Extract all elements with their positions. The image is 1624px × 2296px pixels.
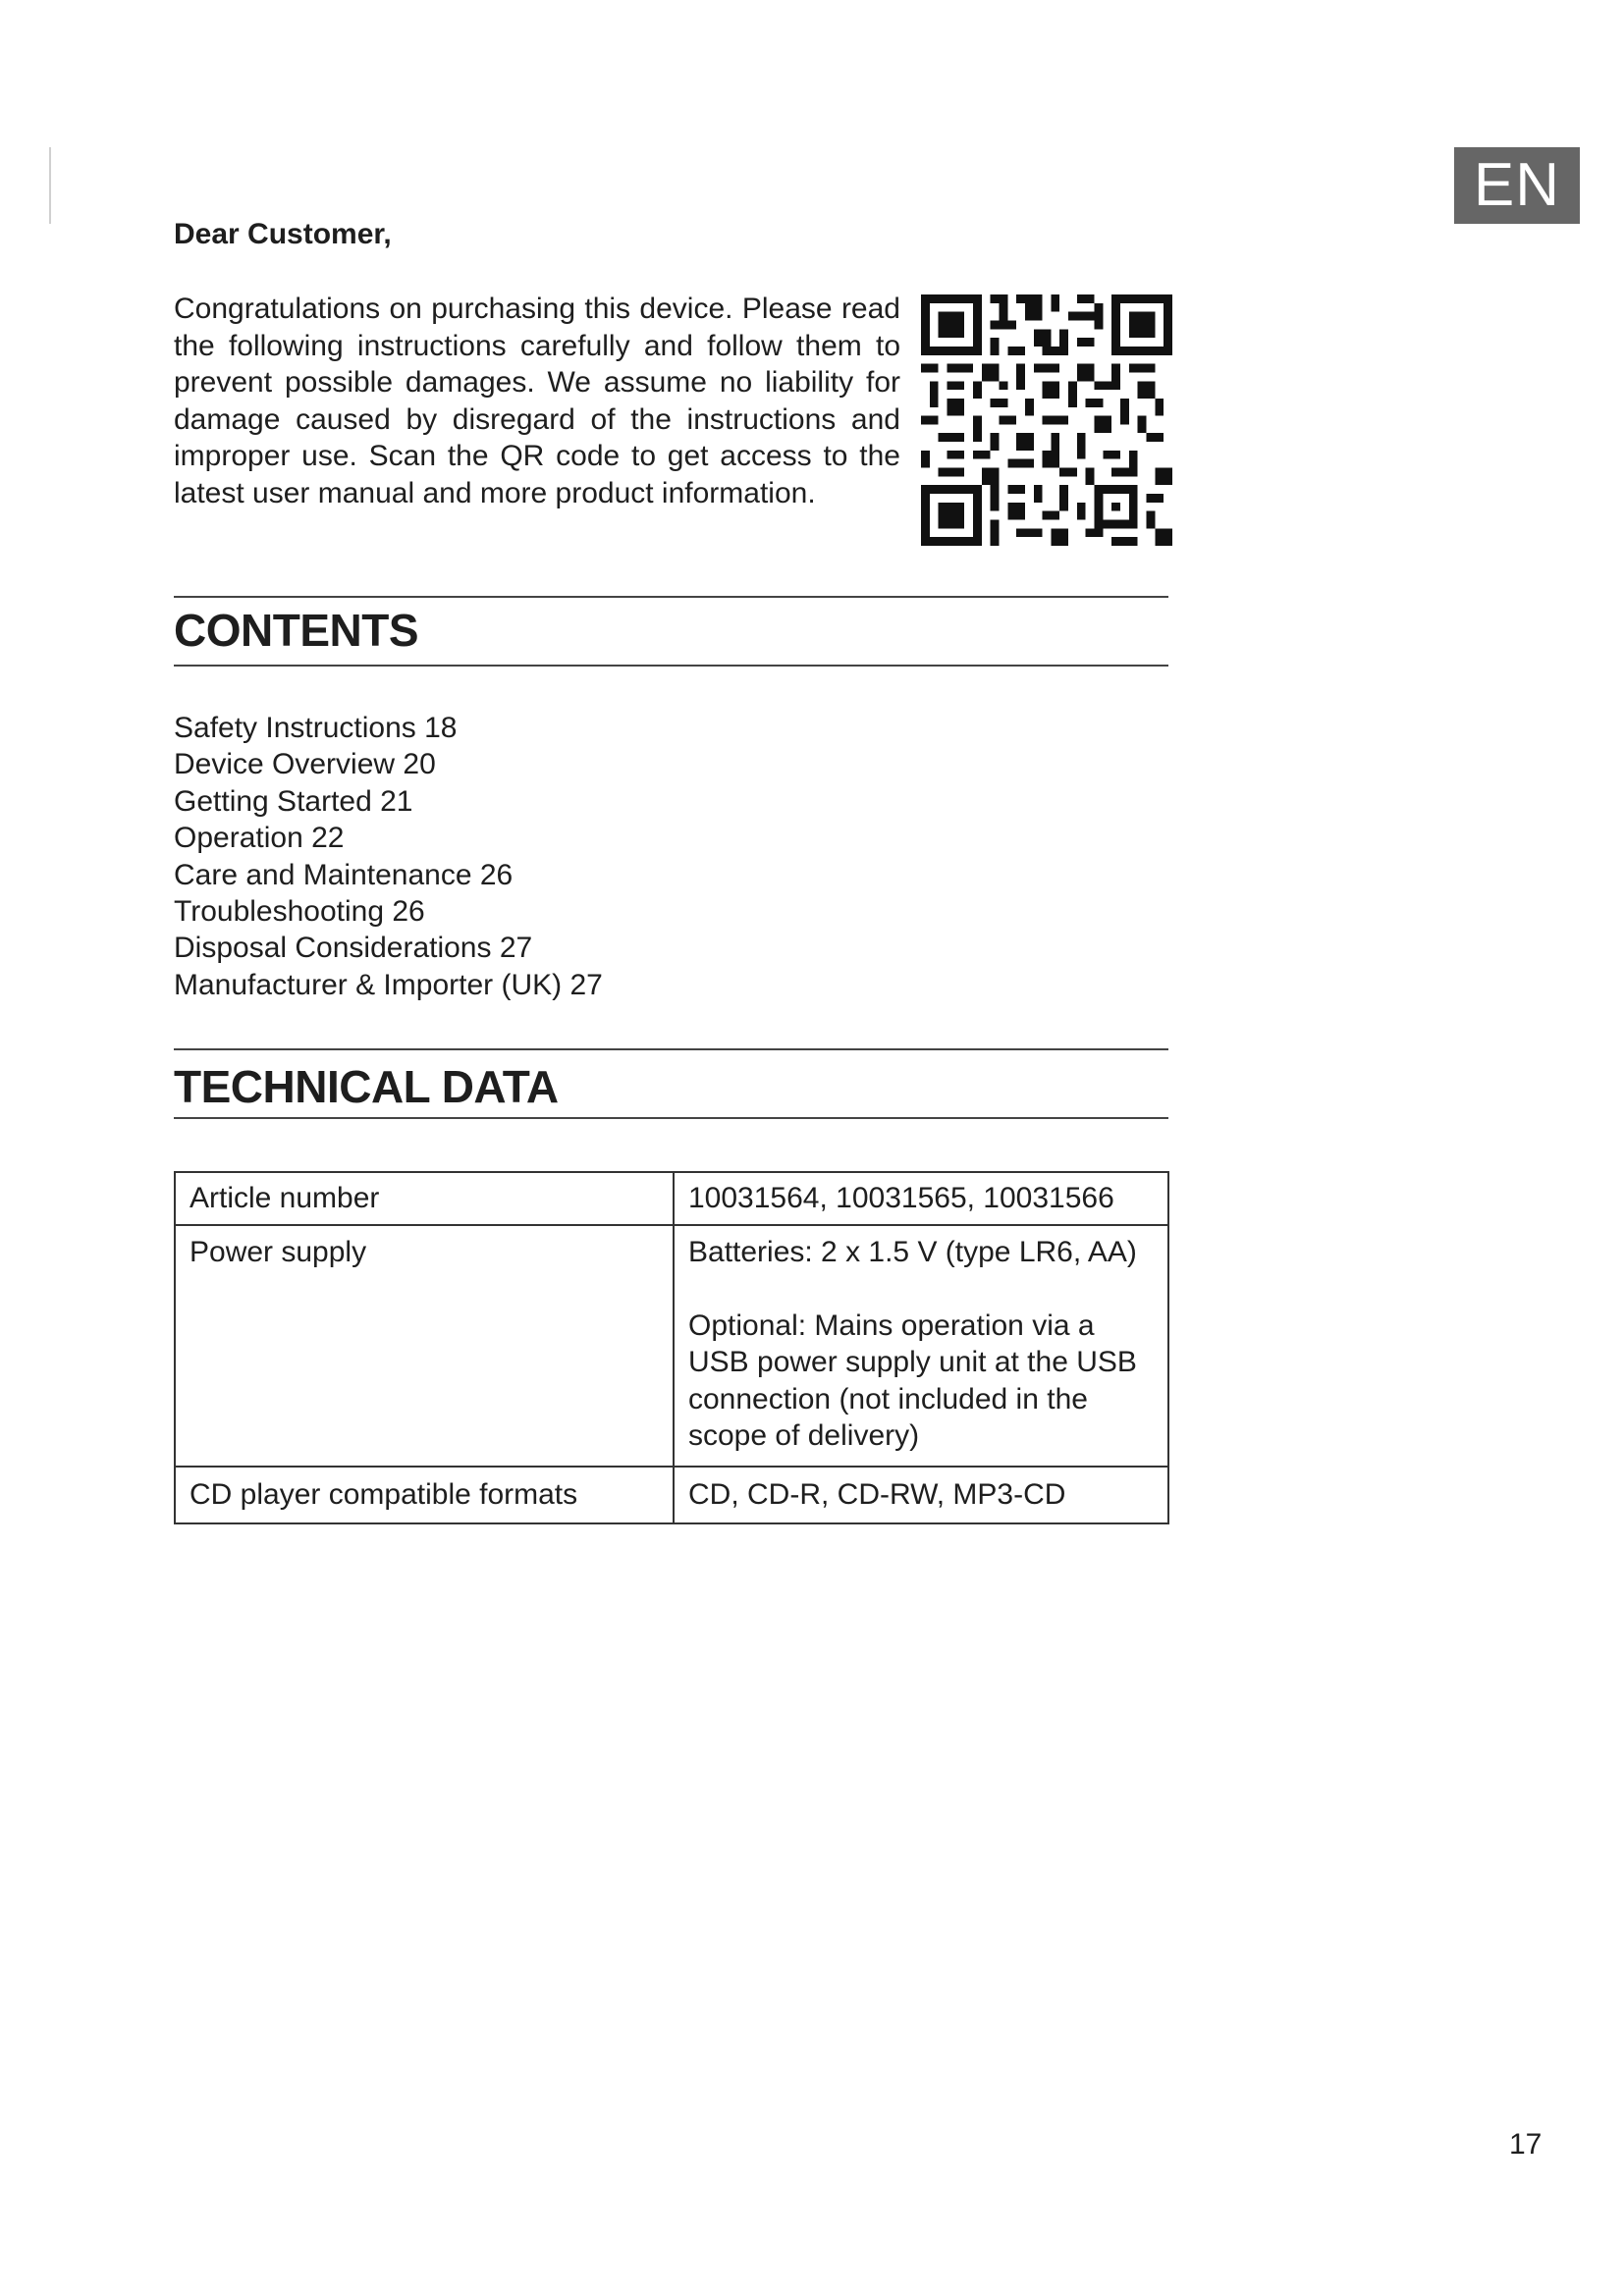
table-cell-value bbox=[674, 1225, 1168, 1467]
salutation: Dear Customer, bbox=[174, 218, 392, 250]
contents-top-rule bbox=[174, 596, 1168, 598]
technical-data-bottom-rule bbox=[174, 1117, 1168, 1119]
toc-item: Getting Started 21 bbox=[174, 784, 413, 818]
table-cell-label: Power supply bbox=[175, 1225, 674, 1467]
table-cell-value: 10031564, 10031565, 10031566 bbox=[674, 1172, 1168, 1225]
contents-bottom-rule bbox=[174, 665, 1168, 667]
power-supply-batteries: Batteries: 2 x 1.5 V (type LR6, AA) bbox=[688, 1236, 1137, 1268]
margin-rule bbox=[49, 147, 51, 224]
table-cell-label: CD player compatible formats bbox=[175, 1467, 674, 1523]
contents-heading: CONTENTS bbox=[174, 605, 418, 656]
technical-data-table bbox=[174, 1171, 1169, 1524]
toc-item: Troubleshooting 26 bbox=[174, 895, 425, 929]
toc-item: Care and Maintenance 26 bbox=[174, 858, 514, 891]
technical-data-top-rule bbox=[174, 1048, 1168, 1050]
table-cell-label: Article number bbox=[175, 1172, 674, 1225]
toc-item: Disposal Considerations 27 bbox=[174, 932, 533, 965]
toc-item: Manufacturer & Importer (UK) 27 bbox=[174, 968, 603, 1001]
intro-paragraph: Congratulations on purchasing this device. Please read the following instructions carefully and follow them to prevent possible damages. We assume no liability for damage caused by disregard of the instructions and improper use. Scan the QR code to get access to the latest user manual and more product information. bbox=[174, 293, 900, 509]
qr-code-icon bbox=[921, 294, 1172, 546]
table-row bbox=[175, 1172, 1168, 1225]
table-of-contents bbox=[174, 710, 603, 1003]
technical-data-heading: TECHNICAL DATA bbox=[174, 1061, 559, 1112]
toc-item: Operation 22 bbox=[174, 822, 345, 855]
power-supply-mains-note: Optional: Mains operation via a USB power supply unit at the USB connection (not included in the scope of delivery) bbox=[688, 1308, 1137, 1452]
toc-item: Device Overview 20 bbox=[174, 748, 436, 781]
language-badge: EN bbox=[1454, 147, 1580, 224]
table-cell-value: CD, CD-R, CD-RW, MP3-CD bbox=[674, 1467, 1168, 1523]
table-row bbox=[175, 1467, 1168, 1523]
toc-item: Safety Instructions 18 bbox=[174, 712, 458, 744]
table-row bbox=[175, 1225, 1168, 1467]
page-number: 17 bbox=[1509, 2128, 1543, 2161]
